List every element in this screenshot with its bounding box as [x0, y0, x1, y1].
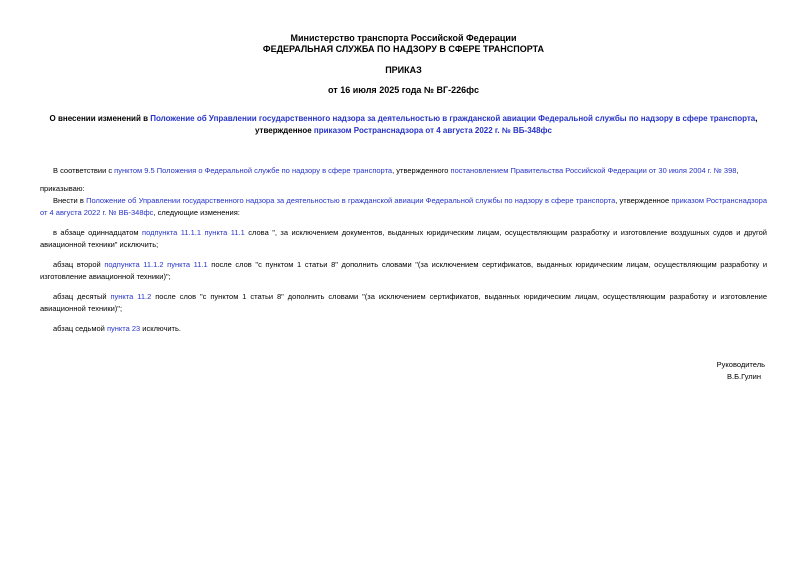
paragraph-order-word — [40, 183, 767, 195]
text-segment: исключить. — [140, 324, 181, 333]
title-text-segment: О внесении изменений в — [49, 114, 151, 123]
text-segment: в абзаце одиннадцатом — [53, 228, 143, 237]
doc-type: ПРИКАЗ — [385, 65, 422, 75]
agency-name: ФЕДЕРАЛЬНАЯ СЛУЖБА ПО НАДЗОРУ В СФЕРЕ ТРАНСПОРТА — [262, 44, 545, 54]
text-segment: приказываю: — [40, 183, 85, 193]
document-title — [40, 113, 767, 137]
link-government-resolution-398[interactable]: постановлением Правительства Российской Федерации от 30 июля 2004 г. № 398 — [450, 166, 737, 175]
text-segment: слова ", за исключением документов, выданных юридическим лицам, осуществляющим разработку и изготовление воздушных судов и другой авиационной техники" исключить; — [40, 228, 767, 249]
link-order-vb348fs[interactable]: приказом Ространснадзора от 4 августа 2022 г. № ВБ-348фс — [40, 196, 767, 217]
link-subclause-11-1-2[interactable]: подпункта 11.1.2 пункта 11.1 — [104, 260, 208, 269]
link-clause-9-5[interactable]: пунктом 9.5 Положения о Федеральной службе по надзору в сфере транспорта — [114, 166, 393, 175]
link-regulation-title[interactable]: Положение об Управлении государственного надзора за деятельностью в гражданской авиации Федеральной службы по надзору в сфере транспорта — [150, 114, 756, 123]
signature-block — [717, 359, 765, 383]
text-segment: после слов "с пунктом 1 статьи 8" дополнить словами "(за исключением сертификатов, выданных юридическим лицам, осуществляющим разработку и изготовление авиационной техники)"; — [40, 292, 767, 313]
text-segment: В соответствии с — [53, 166, 115, 175]
text-segment: Внести в — [53, 196, 87, 205]
paragraph-amendment-3 — [40, 291, 767, 314]
text-segment: , утвержденного — [392, 166, 451, 175]
text-segment: , следующие изменения: — [153, 207, 240, 217]
link-clause-23[interactable]: пункта 23 — [106, 324, 141, 333]
document-header — [40, 33, 767, 96]
link-clause-11-2[interactable]: пункта 11.2 — [110, 292, 152, 301]
doc-date-number: от 16 июля 2025 года № ВГ-226фс — [328, 85, 479, 95]
text-segment: , утвержденное — [615, 196, 672, 205]
link-regulation[interactable]: Положение об Управлении государственного надзора за деятельностью в гражданской авиации Федеральной службы по надзору в сфере транспорта — [86, 196, 616, 205]
link-subclause-11-1-1[interactable]: подпункта 11.1.1 пункта 11.1 — [142, 228, 245, 237]
text-segment: абзац второй — [53, 260, 105, 269]
text-segment: абзац десятый — [53, 292, 111, 301]
link-order-vb348fs-title[interactable]: приказом Ространснадзора от 4 августа 2022 г. № ВБ-348фс — [313, 126, 553, 135]
signatory-position: Руководитель — [716, 360, 765, 369]
paragraph-amendment-2 — [40, 259, 767, 282]
ministry-name: Министерство транспорта Российской Федерации — [290, 33, 517, 43]
document-body — [40, 165, 767, 335]
text-segment: после слов "с пунктом 1 статьи 8" дополнить словами "(за исключением сертификатов, выданных юридическим лицам, осуществляющим разработку и изготовление авиационной техники)"; — [40, 260, 768, 281]
signatory-name: В.Б.Гулин — [727, 372, 761, 381]
paragraph-amendment-4 — [40, 323, 767, 335]
paragraph-amendments-intro — [40, 195, 767, 218]
paragraph-preamble — [40, 165, 767, 177]
title-text-segment: , утвержденное — [254, 114, 758, 135]
text-segment: , — [736, 166, 739, 175]
text-segment: абзац седьмой — [53, 324, 107, 333]
paragraph-amendment-1 — [40, 227, 767, 250]
